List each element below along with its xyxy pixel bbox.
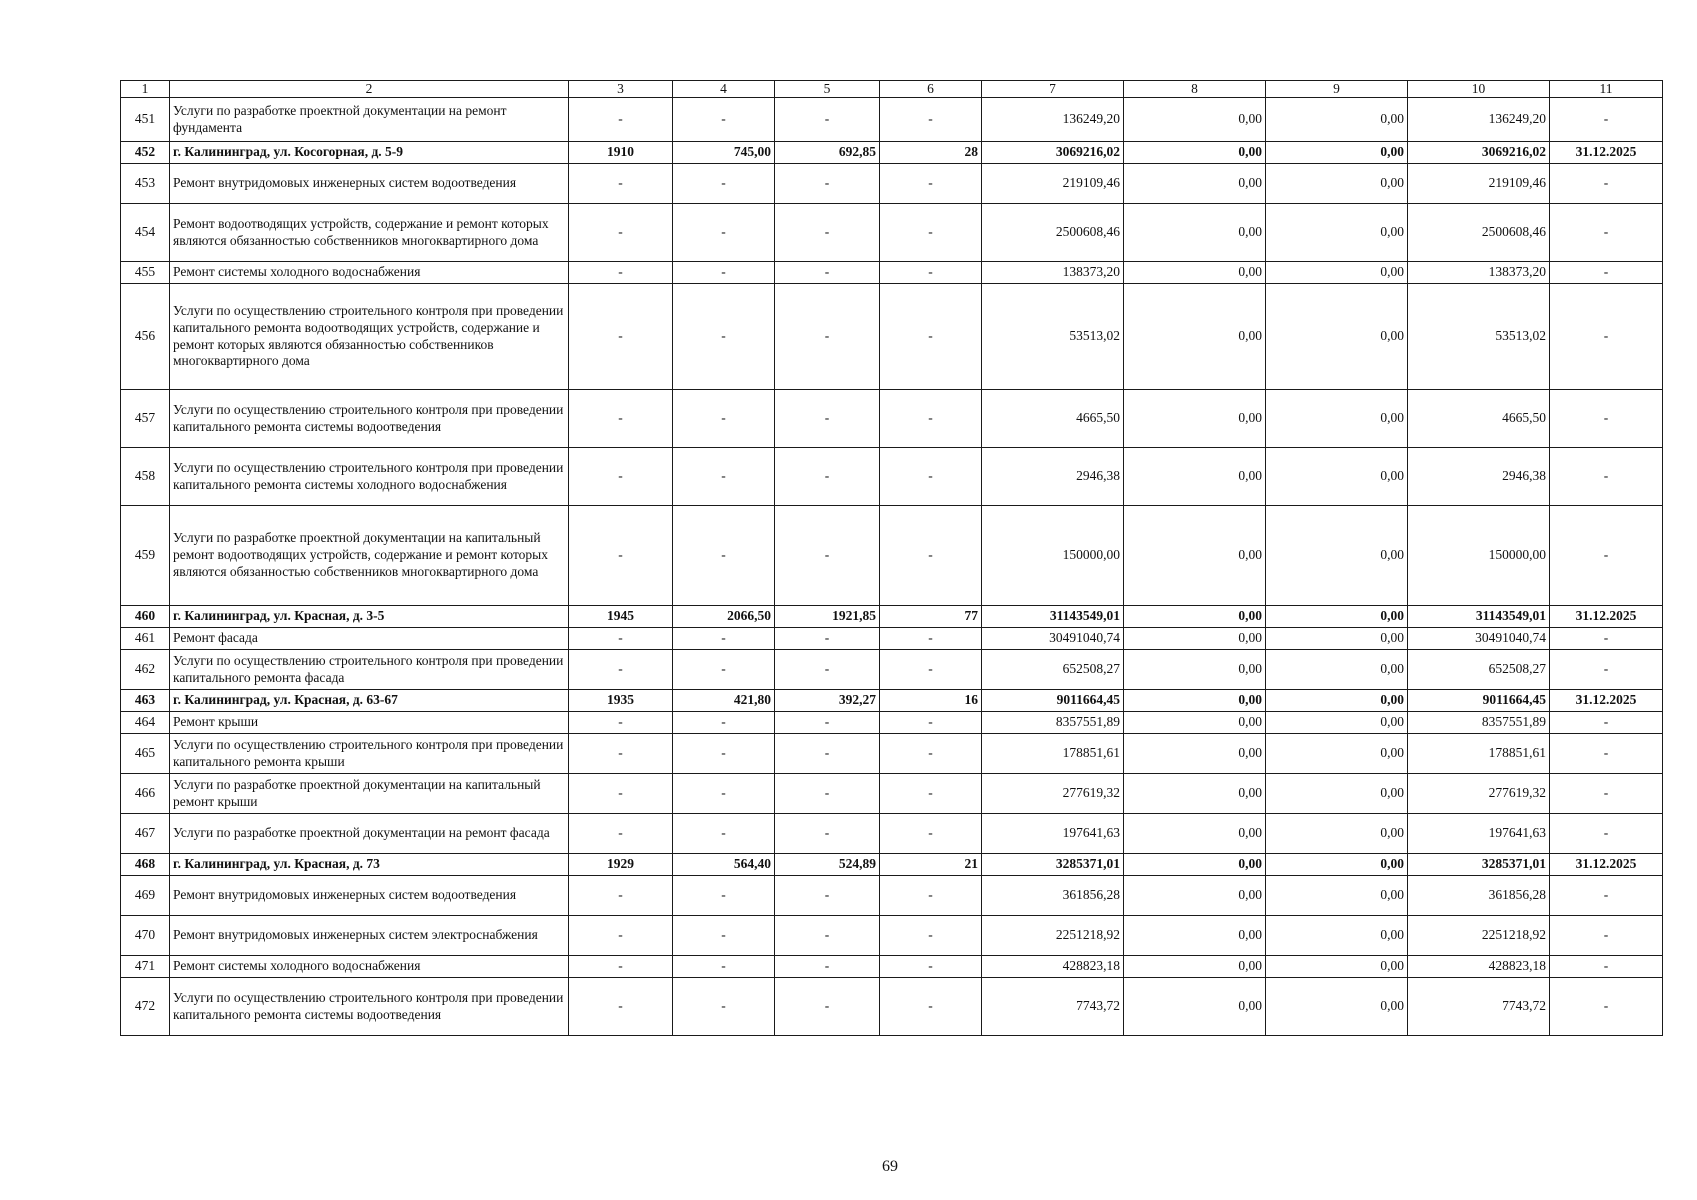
cell-col-10: 3069216,02 [1408, 142, 1550, 164]
cell-col-11: - [1550, 98, 1663, 142]
cell-col-4: - [673, 814, 775, 854]
cell-col-4: 2066,50 [673, 606, 775, 628]
column-header: 3 [569, 81, 673, 98]
cell-col-4: - [673, 916, 775, 956]
row-title: Ремонт внутридомовых инженерных систем электроснабжения [170, 916, 569, 956]
cell-col-11: - [1550, 204, 1663, 262]
cell-col-7: 9011664,45 [982, 690, 1124, 712]
cell-col-7: 2500608,46 [982, 204, 1124, 262]
row-number: 456 [121, 284, 170, 390]
cell-col-6: - [880, 284, 982, 390]
column-header: 2 [170, 81, 569, 98]
cell-col-3: - [569, 916, 673, 956]
cell-col-9: 0,00 [1266, 204, 1408, 262]
cell-col-11: - [1550, 390, 1663, 448]
column-header: 5 [775, 81, 880, 98]
cell-col-8: 0,00 [1124, 204, 1266, 262]
cell-col-8: 0,00 [1124, 628, 1266, 650]
cell-col-3: - [569, 98, 673, 142]
cell-col-10: 2251218,92 [1408, 916, 1550, 956]
cell-col-7: 2251218,92 [982, 916, 1124, 956]
cell-col-10: 30491040,74 [1408, 628, 1550, 650]
table-row [121, 390, 1663, 448]
cell-col-9: 0,00 [1266, 262, 1408, 284]
cell-col-11: - [1550, 284, 1663, 390]
cell-col-4: - [673, 734, 775, 774]
cell-col-7: 31143549,01 [982, 606, 1124, 628]
cell-col-3: - [569, 650, 673, 690]
cell-col-8: 0,00 [1124, 854, 1266, 876]
cell-col-6: 28 [880, 142, 982, 164]
row-number: 455 [121, 262, 170, 284]
cell-col-3: - [569, 164, 673, 204]
row-number: 472 [121, 978, 170, 1036]
cell-col-6: 16 [880, 690, 982, 712]
row-title: Ремонт системы холодного водоснабжения [170, 956, 569, 978]
cell-col-4: - [673, 448, 775, 506]
cell-col-11: - [1550, 916, 1663, 956]
column-header: 11 [1550, 81, 1663, 98]
column-header: 6 [880, 81, 982, 98]
cell-col-4: - [673, 774, 775, 814]
cell-col-11: - [1550, 734, 1663, 774]
cell-col-3: - [569, 956, 673, 978]
address-row [121, 606, 1663, 628]
cell-col-11: - [1550, 164, 1663, 204]
cell-col-7: 138373,20 [982, 262, 1124, 284]
cell-col-9: 0,00 [1266, 448, 1408, 506]
cell-col-11: - [1550, 712, 1663, 734]
cell-col-3: 1945 [569, 606, 673, 628]
cell-col-4: - [673, 98, 775, 142]
cell-col-5: - [775, 650, 880, 690]
cell-col-3: - [569, 390, 673, 448]
cell-col-3: - [569, 712, 673, 734]
cell-col-9: 0,00 [1266, 650, 1408, 690]
cell-col-6: - [880, 628, 982, 650]
cell-col-9: 0,00 [1266, 628, 1408, 650]
cell-col-7: 2946,38 [982, 448, 1124, 506]
cell-col-4: 745,00 [673, 142, 775, 164]
cell-col-9: 0,00 [1266, 814, 1408, 854]
cell-col-6: - [880, 814, 982, 854]
cell-col-10: 4665,50 [1408, 390, 1550, 448]
cell-col-5: - [775, 204, 880, 262]
cell-col-9: 0,00 [1266, 506, 1408, 606]
table-row [121, 916, 1663, 956]
cell-col-5: 692,85 [775, 142, 880, 164]
address-row [121, 854, 1663, 876]
cell-col-11: 31.12.2025 [1550, 690, 1663, 712]
cell-col-9: 0,00 [1266, 956, 1408, 978]
cell-col-11: 31.12.2025 [1550, 606, 1663, 628]
cell-col-9: 0,00 [1266, 916, 1408, 956]
cell-col-5: - [775, 774, 880, 814]
cell-col-4: 421,80 [673, 690, 775, 712]
cell-col-10: 277619,32 [1408, 774, 1550, 814]
cell-col-4: - [673, 956, 775, 978]
row-title: г. Калининград, ул. Красная, д. 73 [170, 854, 569, 876]
cell-col-5: - [775, 814, 880, 854]
cell-col-5: - [775, 98, 880, 142]
cell-col-8: 0,00 [1124, 506, 1266, 606]
row-title: Услуги по разработке проектной документации на ремонт фундамента [170, 98, 569, 142]
row-title: Услуги по разработке проектной документации на капитальный ремонт крыши [170, 774, 569, 814]
cell-col-5: - [775, 390, 880, 448]
cell-col-6: - [880, 98, 982, 142]
cell-col-5: - [775, 628, 880, 650]
row-number: 454 [121, 204, 170, 262]
table-row [121, 284, 1663, 390]
row-number: 458 [121, 448, 170, 506]
cell-col-9: 0,00 [1266, 690, 1408, 712]
row-number: 471 [121, 956, 170, 978]
row-number: 460 [121, 606, 170, 628]
row-number: 451 [121, 98, 170, 142]
cell-col-5: - [775, 978, 880, 1036]
cell-col-11: - [1550, 448, 1663, 506]
page-number: 69 [882, 1158, 898, 1175]
row-title: Услуги по разработке проектной документации на капитальный ремонт водоотводящих устройств, содержание и ремонт которых являются обязанностью собственников многоквартирного дома [170, 506, 569, 606]
cell-col-7: 136249,20 [982, 98, 1124, 142]
cell-col-5: - [775, 876, 880, 916]
cell-col-6: 21 [880, 854, 982, 876]
cell-col-7: 277619,32 [982, 774, 1124, 814]
cell-col-8: 0,00 [1124, 774, 1266, 814]
cell-col-3: - [569, 448, 673, 506]
cell-col-5: - [775, 448, 880, 506]
cell-col-3: 1935 [569, 690, 673, 712]
cell-col-6: - [880, 712, 982, 734]
table-row [121, 650, 1663, 690]
cell-col-9: 0,00 [1266, 284, 1408, 390]
cell-col-7: 3285371,01 [982, 854, 1124, 876]
row-number: 457 [121, 390, 170, 448]
row-number: 452 [121, 142, 170, 164]
cell-col-10: 197641,63 [1408, 814, 1550, 854]
cell-col-10: 7743,72 [1408, 978, 1550, 1036]
row-number: 464 [121, 712, 170, 734]
cell-col-8: 0,00 [1124, 650, 1266, 690]
cell-col-7: 178851,61 [982, 734, 1124, 774]
cell-col-6: - [880, 506, 982, 606]
row-title: Услуги по осуществлению строительного контроля при проведении капитального ремонта системы водоотведения [170, 978, 569, 1036]
cell-col-4: - [673, 204, 775, 262]
cell-col-8: 0,00 [1124, 390, 1266, 448]
cell-col-7: 53513,02 [982, 284, 1124, 390]
cell-col-9: 0,00 [1266, 854, 1408, 876]
cell-col-8: 0,00 [1124, 712, 1266, 734]
row-number: 470 [121, 916, 170, 956]
cell-col-5: - [775, 506, 880, 606]
cell-col-5: - [775, 284, 880, 390]
cell-col-10: 2946,38 [1408, 448, 1550, 506]
cell-col-8: 0,00 [1124, 978, 1266, 1036]
cell-col-6: - [880, 164, 982, 204]
cell-col-7: 361856,28 [982, 876, 1124, 916]
cell-col-4: - [673, 650, 775, 690]
cell-col-8: 0,00 [1124, 876, 1266, 916]
cell-col-4: - [673, 712, 775, 734]
row-number: 459 [121, 506, 170, 606]
cell-col-11: - [1550, 876, 1663, 916]
cell-col-9: 0,00 [1266, 606, 1408, 628]
cell-col-3: - [569, 734, 673, 774]
cell-col-4: - [673, 164, 775, 204]
cell-col-4: - [673, 978, 775, 1036]
cell-col-7: 3069216,02 [982, 142, 1124, 164]
cell-col-6: - [880, 916, 982, 956]
cell-col-9: 0,00 [1266, 390, 1408, 448]
cell-col-6: - [880, 774, 982, 814]
address-row [121, 142, 1663, 164]
table-row [121, 628, 1663, 650]
cell-col-5: - [775, 734, 880, 774]
row-number: 466 [121, 774, 170, 814]
cell-col-6: - [880, 448, 982, 506]
cell-col-8: 0,00 [1124, 916, 1266, 956]
cell-col-6: - [880, 650, 982, 690]
table-row [121, 98, 1663, 142]
cell-col-11: - [1550, 814, 1663, 854]
row-title: г. Калининград, ул. Косогорная, д. 5-9 [170, 142, 569, 164]
cell-col-10: 53513,02 [1408, 284, 1550, 390]
cell-col-8: 0,00 [1124, 956, 1266, 978]
table-row [121, 956, 1663, 978]
cell-col-8: 0,00 [1124, 98, 1266, 142]
row-title: Ремонт фасада [170, 628, 569, 650]
cell-col-10: 9011664,45 [1408, 690, 1550, 712]
cell-col-9: 0,00 [1266, 98, 1408, 142]
cell-col-6: - [880, 876, 982, 916]
cell-col-11: - [1550, 628, 1663, 650]
cell-col-11: - [1550, 956, 1663, 978]
capital-repair-table [120, 80, 1663, 1036]
table-row [121, 814, 1663, 854]
row-title: Ремонт системы холодного водоснабжения [170, 262, 569, 284]
cell-col-8: 0,00 [1124, 164, 1266, 204]
cell-col-3: - [569, 506, 673, 606]
row-title: Услуги по осуществлению строительного контроля при проведении капитального ремонта крыши [170, 734, 569, 774]
cell-col-10: 31143549,01 [1408, 606, 1550, 628]
cell-col-3: - [569, 284, 673, 390]
cell-col-3: 1929 [569, 854, 673, 876]
cell-col-3: - [569, 774, 673, 814]
cell-col-7: 197641,63 [982, 814, 1124, 854]
cell-col-3: - [569, 628, 673, 650]
cell-col-9: 0,00 [1266, 876, 1408, 916]
cell-col-10: 138373,20 [1408, 262, 1550, 284]
column-number-header-row [121, 81, 1663, 98]
row-title: Услуги по осуществлению строительного контроля при проведении капитального ремонта системы водоотведения [170, 390, 569, 448]
row-title: г. Калининград, ул. Красная, д. 3-5 [170, 606, 569, 628]
table-row [121, 204, 1663, 262]
cell-col-5: - [775, 916, 880, 956]
cell-col-8: 0,00 [1124, 142, 1266, 164]
cell-col-4: - [673, 262, 775, 284]
cell-col-11: 31.12.2025 [1550, 142, 1663, 164]
row-title: Ремонт водоотводящих устройств, содержание и ремонт которых являются обязанностью собственников многоквартирного дома [170, 204, 569, 262]
cell-col-7: 4665,50 [982, 390, 1124, 448]
cell-col-11: - [1550, 262, 1663, 284]
cell-col-7: 30491040,74 [982, 628, 1124, 650]
cell-col-3: 1910 [569, 142, 673, 164]
cell-col-9: 0,00 [1266, 164, 1408, 204]
cell-col-6: 77 [880, 606, 982, 628]
row-title: Ремонт крыши [170, 712, 569, 734]
column-header: 7 [982, 81, 1124, 98]
row-number: 465 [121, 734, 170, 774]
column-header: 10 [1408, 81, 1550, 98]
cell-col-8: 0,00 [1124, 814, 1266, 854]
cell-col-8: 0,00 [1124, 262, 1266, 284]
row-number: 461 [121, 628, 170, 650]
cell-col-9: 0,00 [1266, 734, 1408, 774]
cell-col-7: 652508,27 [982, 650, 1124, 690]
row-title: г. Калининград, ул. Красная, д. 63-67 [170, 690, 569, 712]
cell-col-11: 31.12.2025 [1550, 854, 1663, 876]
cell-col-4: 564,40 [673, 854, 775, 876]
cell-col-10: 361856,28 [1408, 876, 1550, 916]
table-row [121, 734, 1663, 774]
row-number: 453 [121, 164, 170, 204]
cell-col-8: 0,00 [1124, 690, 1266, 712]
row-number: 467 [121, 814, 170, 854]
cell-col-7: 428823,18 [982, 956, 1124, 978]
cell-col-11: - [1550, 774, 1663, 814]
table-row [121, 506, 1663, 606]
cell-col-4: - [673, 390, 775, 448]
address-row [121, 690, 1663, 712]
cell-col-3: - [569, 978, 673, 1036]
row-number: 462 [121, 650, 170, 690]
cell-col-10: 136249,20 [1408, 98, 1550, 142]
cell-col-4: - [673, 628, 775, 650]
cell-col-10: 219109,46 [1408, 164, 1550, 204]
cell-col-4: - [673, 284, 775, 390]
row-title: Услуги по осуществлению строительного контроля при проведении капитального ремонта водоотводящих устройств, содержание и ремонт которых являются обязанностью собственников многоквартирного дома [170, 284, 569, 390]
cell-col-5: 524,89 [775, 854, 880, 876]
row-number: 463 [121, 690, 170, 712]
cell-col-8: 0,00 [1124, 284, 1266, 390]
cell-col-5: - [775, 712, 880, 734]
cell-col-10: 3285371,01 [1408, 854, 1550, 876]
cell-col-7: 219109,46 [982, 164, 1124, 204]
cell-col-4: - [673, 876, 775, 916]
cell-col-9: 0,00 [1266, 774, 1408, 814]
table-row [121, 448, 1663, 506]
table-row [121, 712, 1663, 734]
column-header: 1 [121, 81, 170, 98]
cell-col-11: - [1550, 506, 1663, 606]
cell-col-7: 150000,00 [982, 506, 1124, 606]
cell-col-5: - [775, 956, 880, 978]
cell-col-5: - [775, 164, 880, 204]
cell-col-3: - [569, 262, 673, 284]
column-header: 9 [1266, 81, 1408, 98]
cell-col-9: 0,00 [1266, 712, 1408, 734]
table-row [121, 978, 1663, 1036]
table-row [121, 876, 1663, 916]
column-header: 8 [1124, 81, 1266, 98]
table-body [121, 81, 1663, 1036]
cell-col-9: 0,00 [1266, 142, 1408, 164]
cell-col-6: - [880, 978, 982, 1036]
cell-col-11: - [1550, 978, 1663, 1036]
cell-col-7: 7743,72 [982, 978, 1124, 1036]
cell-col-7: 8357551,89 [982, 712, 1124, 734]
cell-col-8: 0,00 [1124, 734, 1266, 774]
cell-col-4: - [673, 506, 775, 606]
row-title: Услуги по осуществлению строительного контроля при проведении капитального ремонта фасада [170, 650, 569, 690]
cell-col-6: - [880, 734, 982, 774]
cell-col-5: 1921,85 [775, 606, 880, 628]
row-title: Ремонт внутридомовых инженерных систем водоотведения [170, 876, 569, 916]
cell-col-10: 428823,18 [1408, 956, 1550, 978]
cell-col-10: 178851,61 [1408, 734, 1550, 774]
row-title: Услуги по осуществлению строительного контроля при проведении капитального ремонта системы холодного водоснабжения [170, 448, 569, 506]
table-row [121, 164, 1663, 204]
cell-col-8: 0,00 [1124, 448, 1266, 506]
cell-col-5: - [775, 262, 880, 284]
cell-col-9: 0,00 [1266, 978, 1408, 1036]
cell-col-10: 150000,00 [1408, 506, 1550, 606]
cell-col-6: - [880, 390, 982, 448]
cell-col-5: 392,27 [775, 690, 880, 712]
cell-col-6: - [880, 956, 982, 978]
row-title: Услуги по разработке проектной документации на ремонт фасада [170, 814, 569, 854]
cell-col-10: 652508,27 [1408, 650, 1550, 690]
column-header: 4 [673, 81, 775, 98]
cell-col-6: - [880, 204, 982, 262]
cell-col-3: - [569, 814, 673, 854]
table-row [121, 262, 1663, 284]
cell-col-3: - [569, 204, 673, 262]
cell-col-10: 8357551,89 [1408, 712, 1550, 734]
row-title: Ремонт внутридомовых инженерных систем водоотведения [170, 164, 569, 204]
table-row [121, 774, 1663, 814]
cell-col-11: - [1550, 650, 1663, 690]
cell-col-8: 0,00 [1124, 606, 1266, 628]
cell-col-3: - [569, 876, 673, 916]
cell-col-6: - [880, 262, 982, 284]
cell-col-10: 2500608,46 [1408, 204, 1550, 262]
row-number: 469 [121, 876, 170, 916]
row-number: 468 [121, 854, 170, 876]
